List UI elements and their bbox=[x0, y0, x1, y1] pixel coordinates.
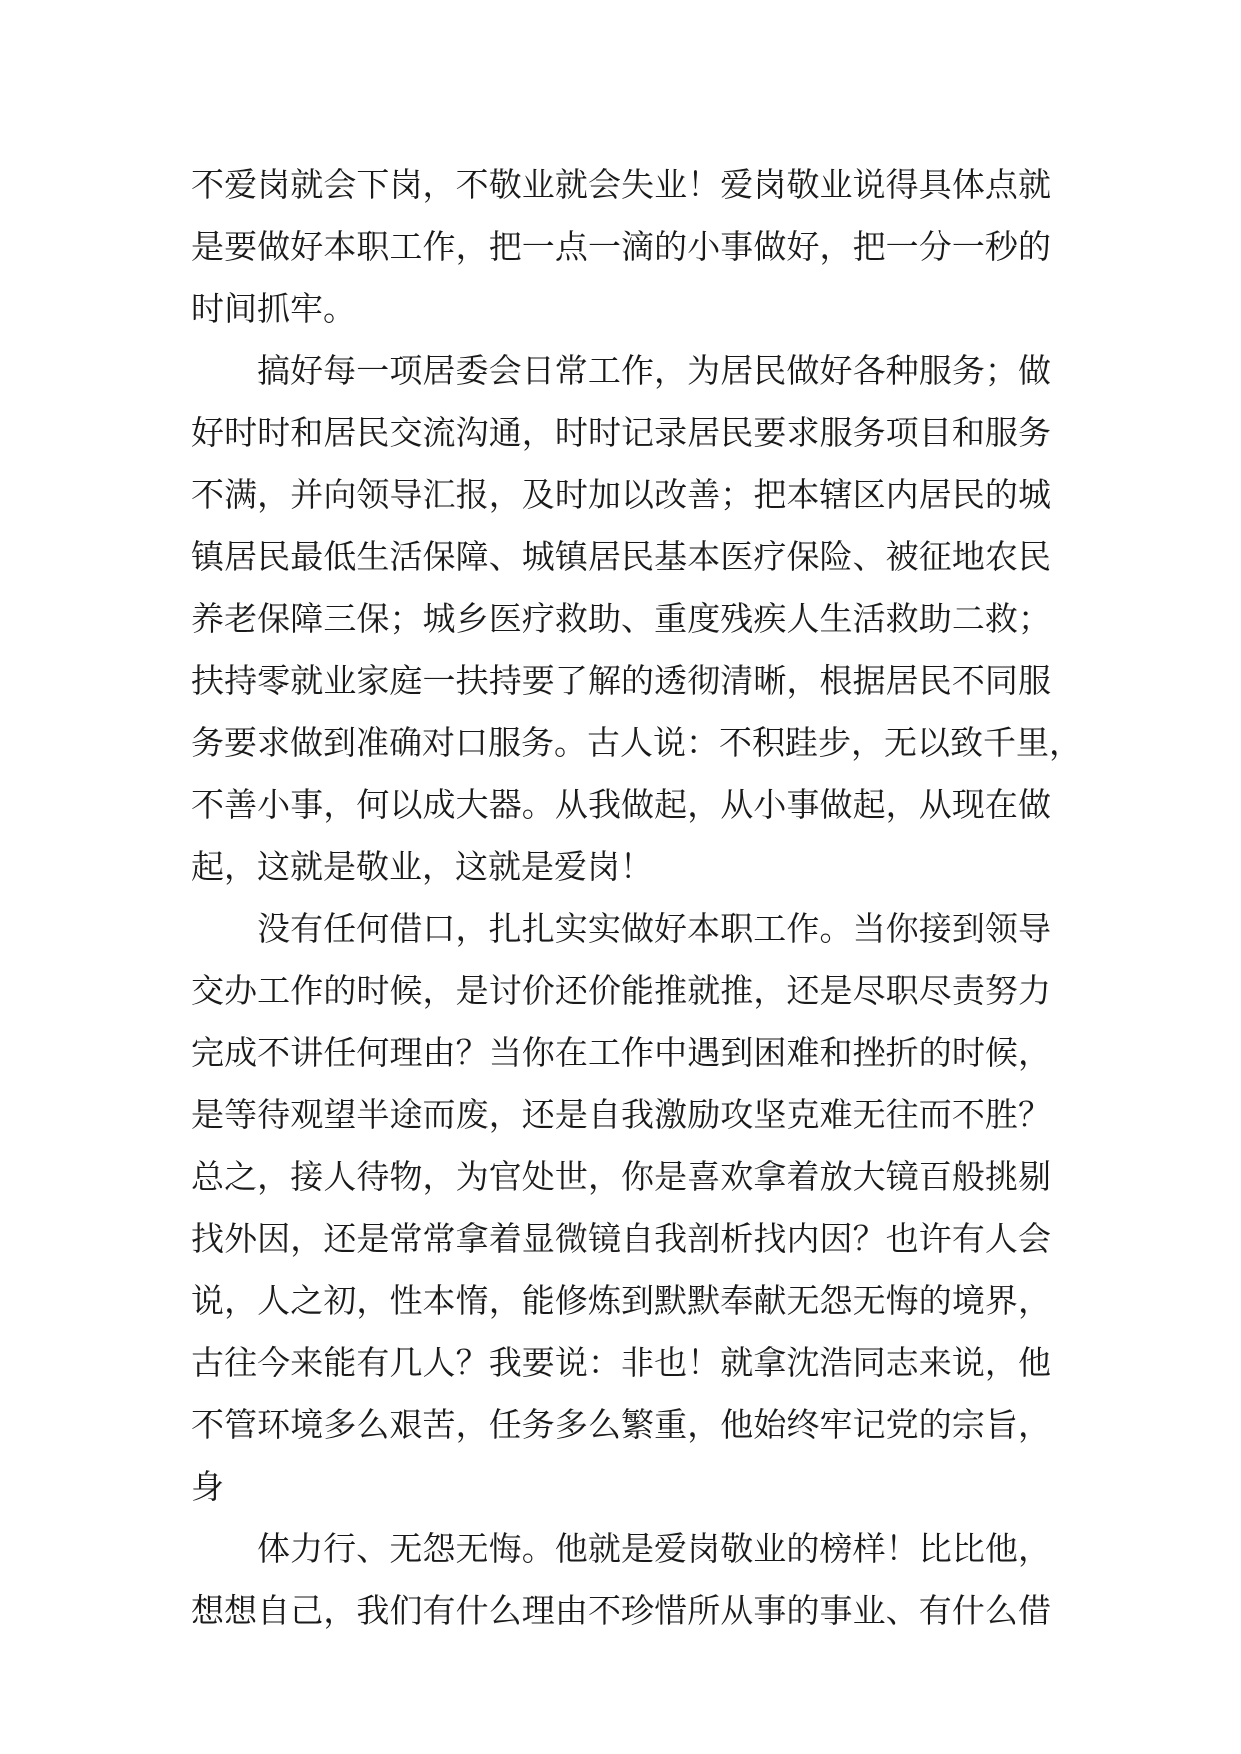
text-line: 养老保障三保；城乡医疗救助、重度残疾人生活救助二救； bbox=[191, 599, 1051, 638]
text-line: 时间抓牢。 bbox=[191, 289, 356, 328]
text-line: 不善小事，何以成大器。从我做起，从小事做起，从现在做 bbox=[191, 785, 1051, 824]
text-line: 交办工作的时候，是讨价还价能推就推，还是尽职尽责努力 bbox=[191, 971, 1051, 1010]
text-line: 务要求做到准确对口服务。古人说：不积跬步，无以致千里， bbox=[191, 723, 1082, 762]
text-line: 没有任何借口，扎扎实实做好本职工作。当你接到领导 bbox=[257, 909, 1051, 948]
document-page bbox=[191, 154, 1082, 1642]
text-line: 镇居民最低生活保障、城镇居民基本医疗保险、被征地农民 bbox=[191, 537, 1051, 576]
paragraph bbox=[191, 340, 1082, 898]
text-line: 不满，并向领导汇报，及时加以改善；把本辖区内居民的城 bbox=[191, 475, 1051, 514]
text-line: 完成不讲任何理由？当你在工作中遇到困难和挫折的时候， bbox=[191, 1033, 1051, 1072]
text-line: 总之，接人待物，为官处世，你是喜欢拿着放大镜百般挑剔 bbox=[191, 1157, 1051, 1196]
paragraph bbox=[191, 1518, 1051, 1642]
text-line: 不爱岗就会下岗，不敬业就会失业！爱岗敬业说得具体点就 bbox=[191, 165, 1051, 204]
text-line: 古往今来能有几人？我要说：非也！就拿沈浩同志来说，他 bbox=[191, 1343, 1051, 1382]
paragraph bbox=[191, 898, 1051, 1518]
text-line: 起，这就是敬业，这就是爱岗！ bbox=[191, 847, 653, 886]
text-line: 是等待观望半途而废，还是自我激励攻坚克难无往而不胜？ bbox=[191, 1095, 1051, 1134]
text-line: 找外因，还是常常拿着显微镜自我剖析找内因？也许有人会 bbox=[191, 1219, 1051, 1258]
text-line: 身 bbox=[191, 1467, 224, 1506]
text-line: 是要做好本职工作，把一点一滴的小事做好，把一分一秒的 bbox=[191, 227, 1051, 266]
text-line: 想想自己，我们有什么理由不珍惜所从事的事业、有什么借 bbox=[191, 1591, 1051, 1630]
text-line: 好时时和居民交流沟通，时时记录居民要求服务项目和服务 bbox=[191, 413, 1051, 452]
text-line: 体力行、无怨无悔。他就是爱岗敬业的榜样！比比他， bbox=[257, 1529, 1051, 1568]
text-line: 搞好每一项居委会日常工作，为居民做好各种服务；做 bbox=[257, 351, 1051, 390]
text-line: 不管环境多么艰苦，任务多么繁重，他始终牢记党的宗旨， bbox=[191, 1405, 1051, 1444]
paragraph bbox=[191, 154, 1051, 340]
text-line: 扶持零就业家庭一扶持要了解的透彻清晰，根据居民不同服 bbox=[191, 661, 1051, 700]
text-line: 说，人之初，性本惰，能修炼到默默奉献无怨无悔的境界， bbox=[191, 1281, 1051, 1320]
